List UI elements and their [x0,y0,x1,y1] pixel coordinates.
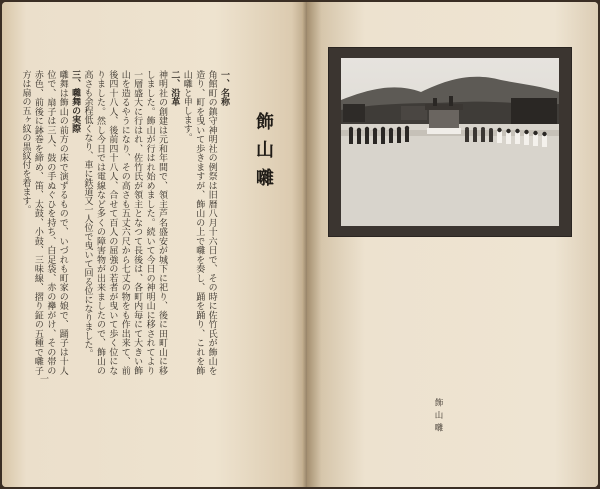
festival-photo [341,58,559,226]
section-2-body: 神明社の創建は元和年間で、領主芦名盛安が城下に祀り、後に田町山に移しました。飾山が行はれ始めました。続いて今日の神明山に移されてより一層盛大に行はれ、佐竹氏が領主となつて長後は、各町内毎にて大きい飾山を造るやうになり、その高さも五丈六尺から七丈の物をも作出来て、前後四十八人、後前四十八人、合せて百人の屈強の若者が曳いて歩く位になりました。然し今日では電線など多くの障害物が出来ましたので、飾山の高さも余程低くなり、車に鉄道又一人位で曳いて回る位になりました。 [82,70,167,375]
photo-illustration [341,58,559,226]
page-title: 飾山囃 [253,112,274,196]
left-page [2,2,307,487]
book-spread [2,2,598,487]
section-2-head: 二、沿革 [169,70,180,106]
photo-frame [329,48,571,236]
article-body [20,70,230,375]
section-1-body: 角館町の鎮守神明社の例祭は旧暦八月十六日で、その時に佐竹氏が飾山を造り、町を曳いて歩きますが、飾山の上で囃を奏し、踊を踊り、これを飾山囃と申します。 [181,70,217,375]
section-3-body: 囃舞は飾山の前方の床で演ずるもので、いづれも町家の娘で、踊子は十人位で、扇子は三人、鼓の手ぬぐひを持ち、白足袋、赤の襷がけ、その帯の赤色、前後に鉢巻を締め、笛、太鼓、小鼓、三味線、摺り鉦の五種で囃子方は扇の五ヶ紋の黒紋付を着ます。 [20,70,68,375]
page-number: 一 [40,375,50,385]
section-3-head: 三、囃舞の実際 [70,70,81,133]
section-1-head: 一、名称 [219,70,229,106]
photo-caption: 飾山囃 [433,398,443,436]
